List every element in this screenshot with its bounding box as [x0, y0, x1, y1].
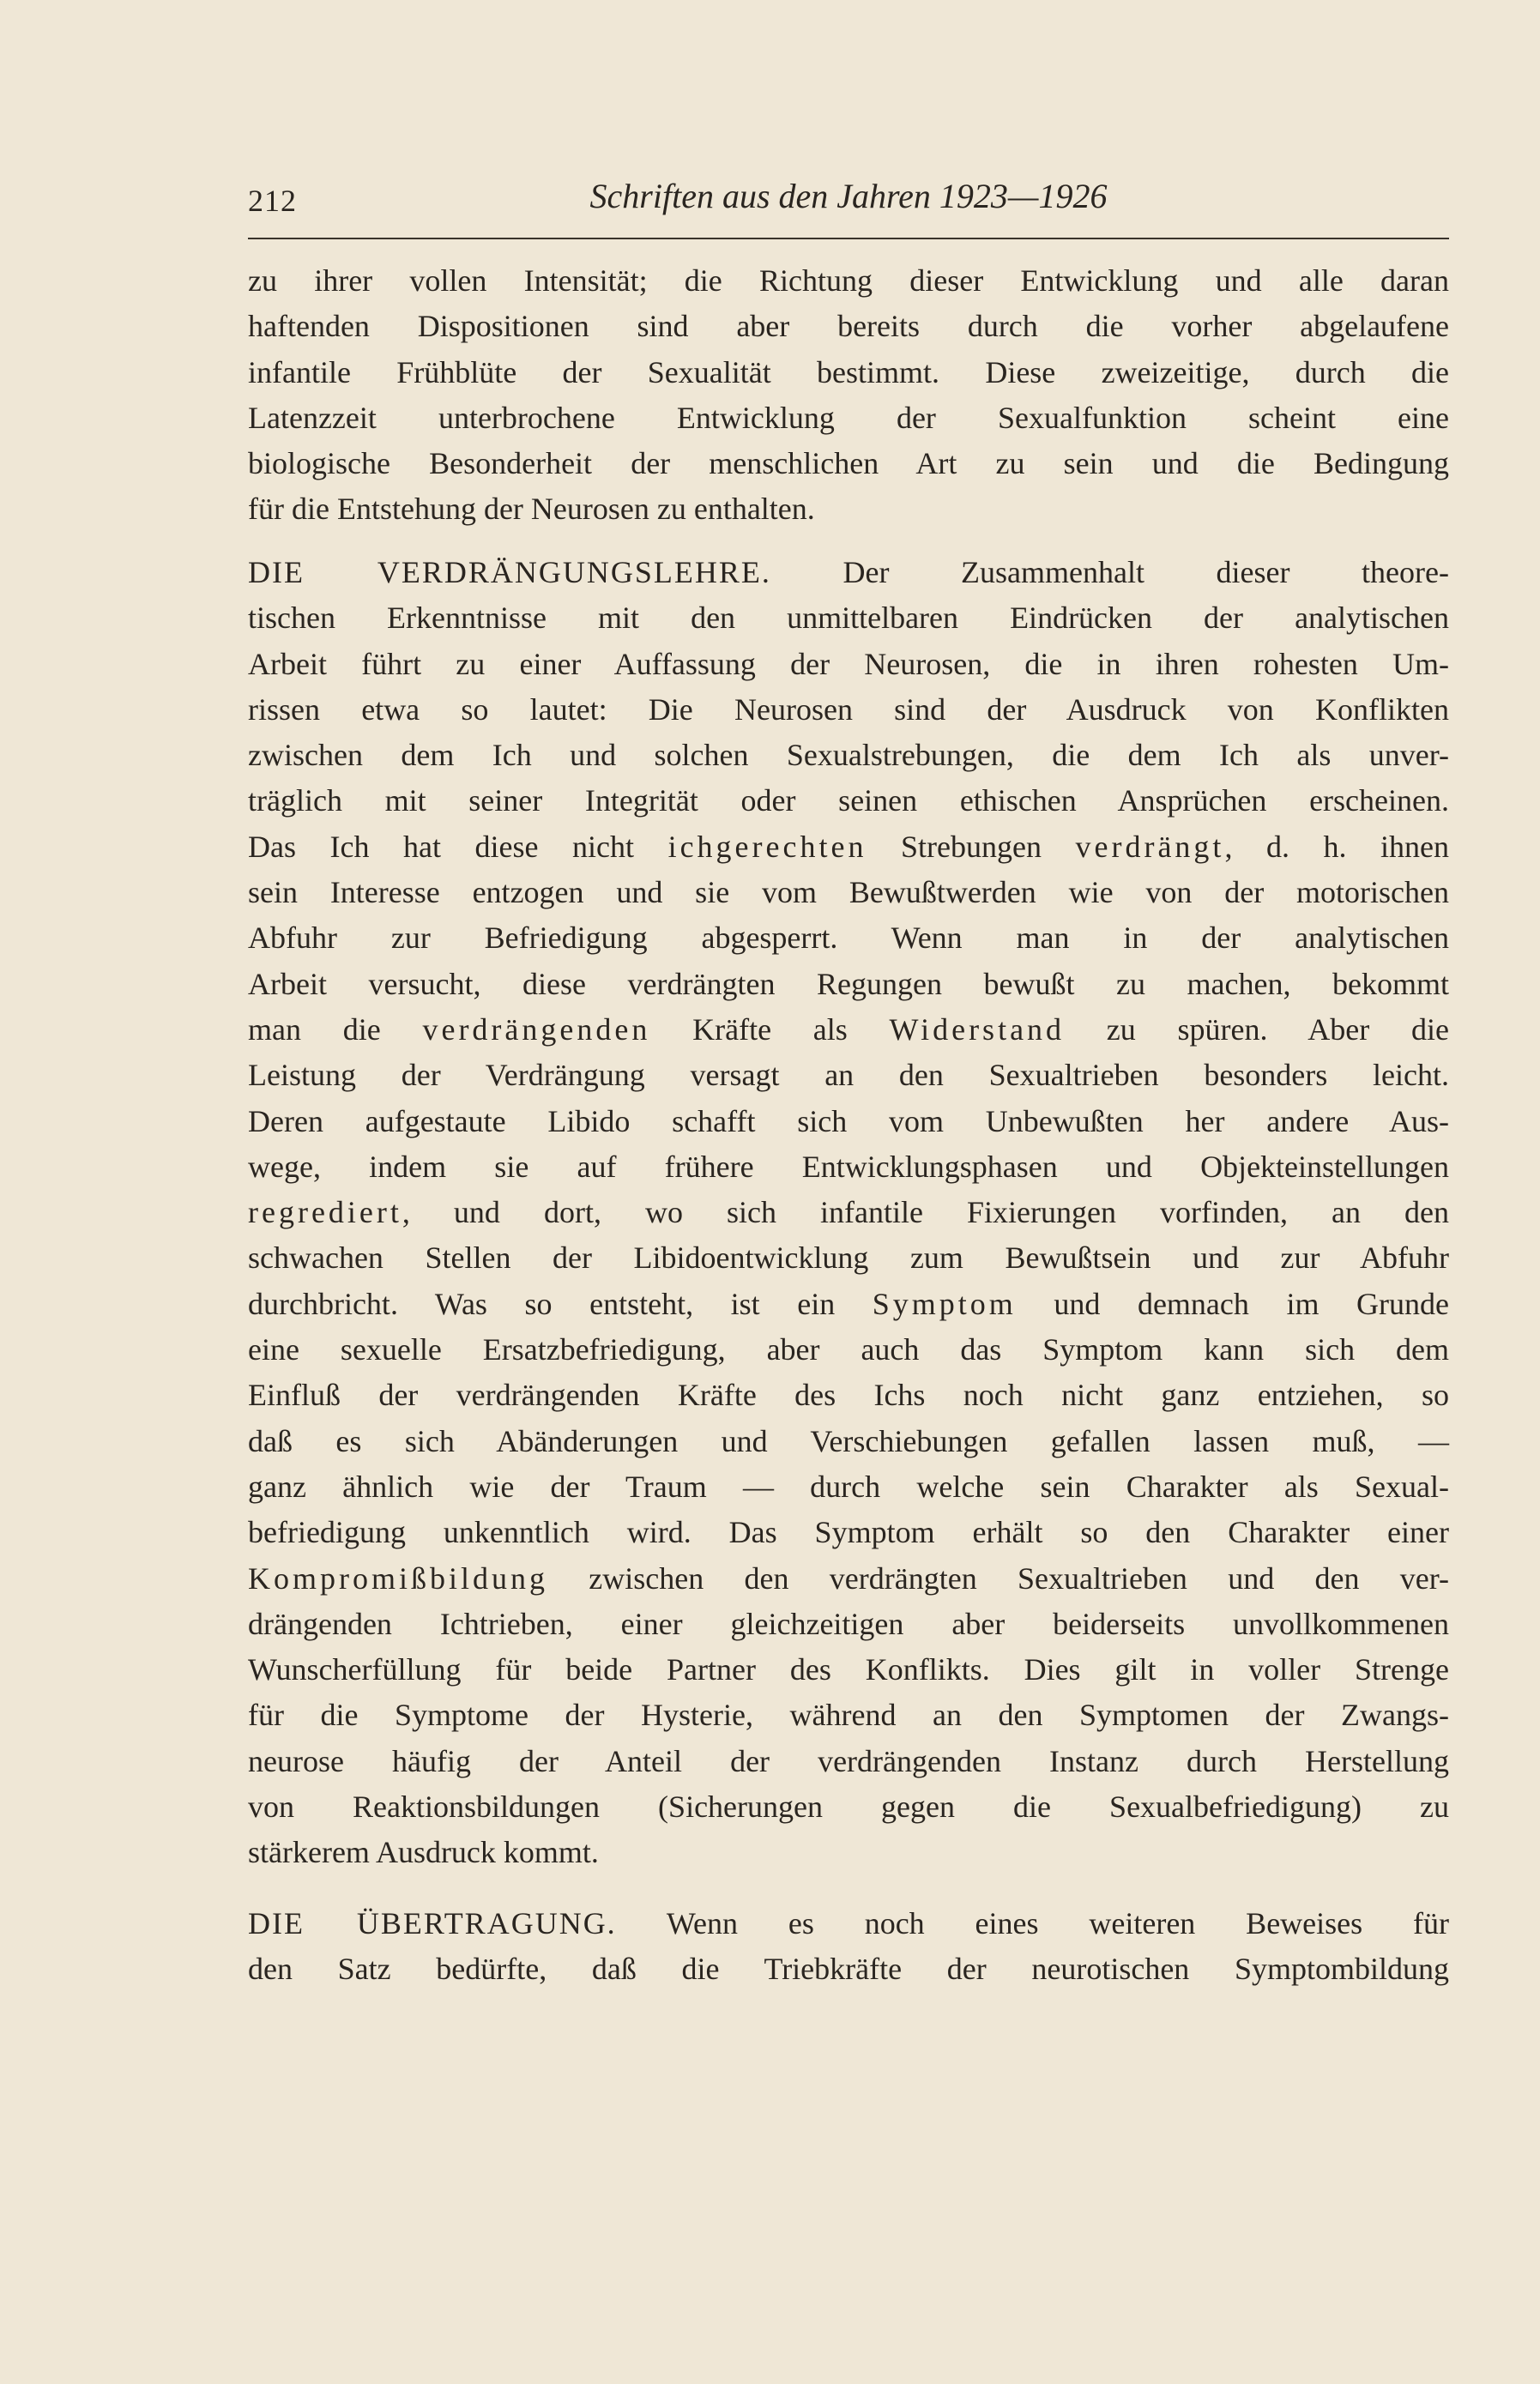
- text-segment: Strebungen: [867, 829, 1076, 864]
- text-line: [248, 1235, 1449, 1281]
- text-line: [248, 1556, 1449, 1602]
- text-line: [248, 1327, 1449, 1373]
- text-segment: rissen etwa so lautet: Die Neurosen sind der Ausdruck von Konflikten: [248, 691, 1449, 727]
- text-line: [248, 870, 1449, 915]
- text-segment: befriedigung unkenntlich wird. Das Symptom erhält so den Charakter einer: [248, 1515, 1449, 1550]
- text-line: [248, 1099, 1449, 1144]
- text-segment: infantile Frühblüte der Sexualität bestimmt. Diese zweizeitige, durch die: [248, 354, 1449, 389]
- text-line: [248, 778, 1449, 824]
- text-line: [248, 1373, 1449, 1418]
- text-segment: stärkerem Ausdruck kommt.: [248, 1835, 599, 1870]
- text-segment: Das Ich hat diese nicht: [248, 829, 668, 864]
- emphasized-text: Symptom: [872, 1286, 1017, 1321]
- text-line: [248, 1510, 1449, 1555]
- running-header: [248, 176, 1449, 224]
- text-line: [248, 733, 1449, 778]
- text-line: [248, 687, 1449, 733]
- text-line: [248, 1282, 1449, 1327]
- emphasized-text: verdrängenden: [422, 1011, 651, 1047]
- text-segment: für die Symptome der Hysterie, während an den Symptomen der Zwangs-: [248, 1698, 1449, 1733]
- text-line: [248, 304, 1449, 349]
- text-line: [248, 550, 1449, 595]
- text-line: [248, 1784, 1449, 1830]
- text-segment: zu ihrer vollen Intensität; die Richtung dieser Entwicklung und alle daran: [248, 263, 1449, 298]
- text-line: [248, 1419, 1449, 1464]
- text-line: [248, 1602, 1449, 1647]
- text-segment: für die Entstehung der Neurosen zu enthalten.: [248, 492, 815, 527]
- text-segment: Der Zusammenhalt dieser theore-: [770, 555, 1449, 589]
- text-segment: haftenden Dispositionen sind aber bereits durch die vorher abgelaufene: [248, 309, 1449, 344]
- text-line: [248, 1739, 1449, 1784]
- text-line: [248, 1901, 1449, 1946]
- text-segment: Leistung der Verdrängung versagt an den Sexualtrieben besonders leicht.: [248, 1058, 1449, 1093]
- text-segment: den Satz bedürfte, daß die Triebkräfte der neurotischen Symptombildung: [248, 1952, 1449, 1987]
- text-segment: Wunscherfüllung für beide Partner des Konflikts. Dies gilt in voller Strenge: [248, 1652, 1449, 1687]
- text-line: [248, 486, 1449, 532]
- emphasized-text: Kompromißbildung: [248, 1560, 548, 1596]
- text-segment: zu spüren. Aber die: [1065, 1011, 1449, 1047]
- text-line: [248, 395, 1449, 441]
- text-segment: biologische Besonderheit der menschlichen Art zu sein und die Bedingung: [248, 446, 1449, 481]
- text-line: [248, 1053, 1449, 1098]
- text-line: [248, 258, 1449, 304]
- running-title: Schriften aus den Jahren 1923—1926: [589, 177, 1108, 215]
- text-segment: zwischen den verdrängten Sexualtrieben und den ver-: [548, 1560, 1449, 1596]
- text-segment: Arbeit versucht, diese verdrängten Regungen bewußt zu machen, bekommt: [248, 966, 1449, 1001]
- text-segment: Wenn es noch eines weiteren Beweises für: [616, 1906, 1449, 1940]
- text-line: [248, 824, 1449, 870]
- text-line: [248, 1190, 1449, 1235]
- text-segment: sein Interesse entzogen und sie vom Bewußtwerden wie von der motorischen: [248, 875, 1449, 910]
- paragraph-latency: [248, 258, 1449, 533]
- text-segment: Latenzzeit unterbrochene Entwicklung der Sexualfunktion scheint eine: [248, 400, 1449, 435]
- text-segment: träglich mit seiner Integrität oder seinen ethischen Ansprüchen erscheinen.: [248, 783, 1449, 818]
- paragraph-repression-theory: [248, 550, 1449, 1876]
- section-heading: DIE VERDRÄNGUNGSLEHRE.: [248, 555, 771, 589]
- page-number: 212: [248, 184, 297, 218]
- text-line: [248, 1007, 1449, 1053]
- emphasized-text: regrediert: [248, 1195, 402, 1230]
- text-segment: Kräfte als: [650, 1011, 890, 1047]
- text-segment: schwachen Stellen der Libidoentwicklung zum Bewußtsein und zur Abfuhr: [248, 1240, 1449, 1276]
- text-line: [248, 1144, 1449, 1190]
- text-line: [248, 915, 1449, 961]
- text-segment: tischen Erkenntnisse mit den unmittelbaren Eindrücken der analytischen: [248, 601, 1449, 636]
- text-segment: zwischen dem Ich und solchen Sexualstrebungen, die dem Ich als unver-: [248, 738, 1449, 773]
- header-rule: [248, 238, 1449, 239]
- text-segment: Abfuhr zur Befriedigung abgesperrt. Wenn man in der analytischen: [248, 920, 1449, 956]
- text-line: [248, 350, 1449, 395]
- section-heading: DIE ÜBERTRAGUNG.: [248, 1906, 617, 1940]
- text-line: [248, 1464, 1449, 1510]
- text-line: [248, 441, 1449, 486]
- text-segment: wege, indem sie auf frühere Entwicklungsphasen und Objekteinstellungen: [248, 1149, 1449, 1184]
- text-segment: drängenden Ichtrieben, einer gleichzeitigen aber beiderseits unvollkommenen: [248, 1606, 1449, 1641]
- text-segment: neurose häufig der Anteil der verdrängenden Instanz durch Herstellung: [248, 1743, 1449, 1778]
- text-segment: ganz ähnlich wie der Traum — durch welche sein Charakter als Sexual-: [248, 1469, 1449, 1504]
- text-segment: Einfluß der verdrängenden Kräfte des Ichs noch nicht ganz entziehen, so: [248, 1378, 1449, 1413]
- text-segment: durchbricht. Was so entsteht, ist ein: [248, 1286, 873, 1321]
- emphasized-text: ichgerechten: [667, 829, 867, 864]
- text-segment: Arbeit führt zu einer Auffassung der Neurosen, die in ihren rohesten Um-: [248, 646, 1449, 681]
- text-line: [248, 1946, 1449, 1992]
- text-line: [248, 1693, 1449, 1738]
- text-segment: , und dort, wo sich infantile Fixierungen vorfinden, an den: [402, 1195, 1449, 1230]
- emphasized-text: verdrängt: [1075, 829, 1225, 864]
- text-segment: man die: [248, 1011, 423, 1047]
- text-segment: daß es sich Abänderungen und Verschiebungen gefallen lassen muß, —: [248, 1423, 1449, 1458]
- emphasized-text: Widerstand: [889, 1011, 1066, 1047]
- text-segment: und demnach im Grunde: [1016, 1286, 1449, 1321]
- text-line: [248, 1647, 1449, 1693]
- text-line: [248, 595, 1449, 641]
- text-segment: Deren aufgestaute Libido schafft sich vom Unbewußten her andere Aus-: [248, 1103, 1449, 1138]
- text-segment: , d. h. ihnen: [1224, 829, 1450, 864]
- text-segment: von Reaktionsbildungen (Sicherungen gegen die Sexualbefriedigung) zu: [248, 1790, 1449, 1825]
- text-segment: eine sexuelle Ersatzbefriedigung, aber auch das Symptom kann sich dem: [248, 1332, 1449, 1367]
- text-line: [248, 962, 1449, 1007]
- paragraph-transference: [248, 1901, 1449, 1993]
- text-line: [248, 1830, 1449, 1875]
- text-line: [248, 642, 1449, 687]
